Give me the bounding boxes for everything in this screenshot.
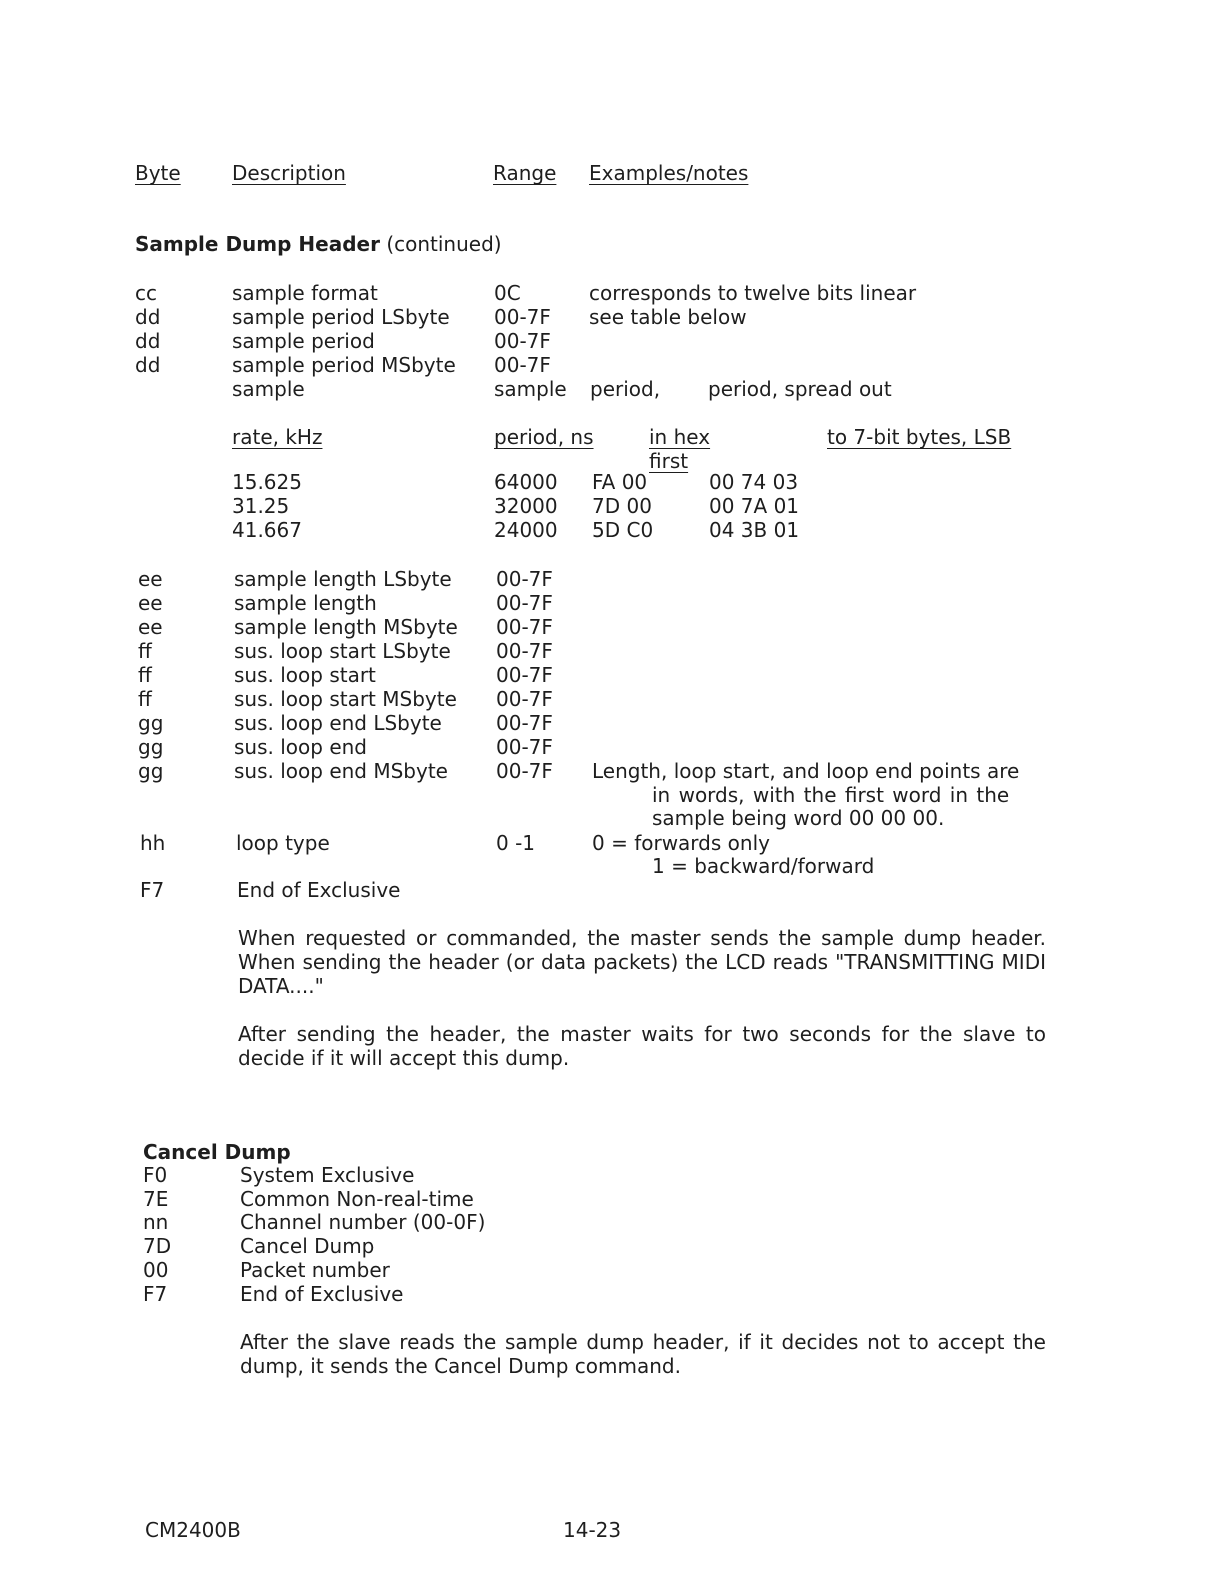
row-byte: cc bbox=[135, 281, 157, 305]
loop-type-note1: 0 = forwards only bbox=[592, 831, 770, 855]
paragraph-wait: After sending the header, the master waits for two seconds for the slave to decide if it will accept this dump. bbox=[238, 1022, 1046, 1070]
hex-cell: FA 00 bbox=[592, 470, 648, 494]
row-desc: sus. loop start MSbyte bbox=[234, 687, 457, 711]
row-desc: sample length MSbyte bbox=[234, 615, 458, 639]
row-desc: sus. loop end LSbyte bbox=[234, 711, 442, 735]
row-byte: ff bbox=[138, 639, 152, 663]
ns-cell: 32000 bbox=[494, 494, 558, 518]
row-byte: ee bbox=[138, 615, 163, 639]
header-examples: Examples/notes bbox=[589, 161, 749, 185]
row-desc: sus. loop start bbox=[234, 663, 376, 687]
loop-note-line3: sample being word 00 00 00. bbox=[652, 806, 945, 830]
cancel-code: 7D bbox=[143, 1234, 172, 1258]
row-range: 00-7F bbox=[494, 353, 551, 377]
row-desc: sample format bbox=[232, 281, 378, 305]
row-range: 00-7F bbox=[496, 663, 553, 687]
rate-cell: 41.667 bbox=[232, 518, 302, 542]
cancel-desc: System Exclusive bbox=[240, 1163, 415, 1187]
cancel-code: 7E bbox=[143, 1187, 169, 1211]
row-range: 00-7F bbox=[496, 735, 553, 759]
cancel-code: nn bbox=[143, 1210, 169, 1234]
loop-type-range: 0 -1 bbox=[496, 831, 536, 855]
row-byte: dd bbox=[135, 353, 161, 377]
header-description: Description bbox=[232, 161, 346, 185]
cancel-desc: Cancel Dump bbox=[240, 1234, 375, 1258]
row-note: see table below bbox=[589, 305, 747, 329]
cancel-desc: Channel number (00-0F) bbox=[240, 1210, 486, 1234]
rate-head2-c3: in hex bbox=[649, 425, 711, 449]
rate-head2-c1: rate, kHz bbox=[232, 425, 323, 449]
row-desc: sample period bbox=[232, 329, 375, 353]
row-range: 00-7F bbox=[496, 591, 553, 615]
row-range: 00-7F bbox=[494, 329, 551, 353]
cancel-dump-title: Cancel Dump bbox=[143, 1140, 291, 1164]
row-byte: ee bbox=[138, 591, 163, 615]
row-range: 00-7F bbox=[496, 711, 553, 735]
row-byte: ff bbox=[138, 687, 152, 711]
cancel-desc: Packet number bbox=[240, 1258, 390, 1282]
cancel-desc: Common Non-real-time bbox=[240, 1187, 474, 1211]
row-desc: sus. loop end MSbyte bbox=[234, 759, 448, 783]
loop-type-desc: loop type bbox=[236, 831, 330, 855]
rate-head1-c2: sample bbox=[494, 377, 567, 401]
loop-type-note2: 1 = backward/forward bbox=[652, 854, 875, 878]
section-title bbox=[135, 232, 502, 256]
row-desc: sample period MSbyte bbox=[232, 353, 456, 377]
row-byte: gg bbox=[138, 711, 164, 735]
paragraph-cancel: After the slave reads the sample dump header, if it decides not to accept the dump, it sends the Cancel Dump command. bbox=[240, 1330, 1046, 1378]
footer-page-number: 14-23 bbox=[563, 1518, 622, 1542]
hex-cell: 5D C0 bbox=[592, 518, 654, 542]
row-desc: sus. loop start LSbyte bbox=[234, 639, 451, 663]
rate-head2-c5: first bbox=[649, 449, 689, 473]
row-desc: sample length LSbyte bbox=[234, 567, 452, 591]
row-desc: sus. loop end bbox=[234, 735, 367, 759]
loop-note-line1: Length, loop start, and loop end points are bbox=[592, 759, 1020, 783]
row-range: 00-7F bbox=[496, 639, 553, 663]
ns-cell: 64000 bbox=[494, 470, 558, 494]
end-byte: F7 bbox=[140, 878, 165, 902]
footer-doc-id: CM2400B bbox=[145, 1518, 241, 1542]
cancel-code: F0 bbox=[143, 1163, 168, 1187]
row-range: 00-7F bbox=[496, 567, 553, 591]
row-byte: gg bbox=[138, 759, 164, 783]
row-byte: dd bbox=[135, 329, 161, 353]
row-range: 00-7F bbox=[496, 759, 553, 783]
row-byte: ee bbox=[138, 567, 163, 591]
rate-head1-c1: sample bbox=[232, 377, 305, 401]
row-range: 00-7F bbox=[494, 305, 551, 329]
bytes-cell: 04 3B 01 bbox=[709, 518, 800, 542]
row-byte: ff bbox=[138, 663, 152, 687]
row-range: 00-7F bbox=[496, 687, 553, 711]
rate-head1-c4: period, spread out bbox=[708, 377, 892, 401]
row-desc: sample period LSbyte bbox=[232, 305, 450, 329]
loop-type-byte: hh bbox=[140, 831, 166, 855]
section-title-rest: (continued) bbox=[386, 232, 502, 256]
row-range: 00-7F bbox=[496, 615, 553, 639]
bytes-cell: 00 7A 01 bbox=[709, 494, 800, 518]
row-desc: sample length bbox=[234, 591, 377, 615]
ns-cell: 24000 bbox=[494, 518, 558, 542]
row-byte: gg bbox=[138, 735, 164, 759]
cancel-desc: End of Exclusive bbox=[240, 1282, 404, 1306]
rate-head2-c4: to 7-bit bytes, LSB bbox=[827, 425, 1012, 449]
cancel-code: 00 bbox=[143, 1258, 169, 1282]
row-note: corresponds to twelve bits linear bbox=[589, 281, 917, 305]
row-range: 0C bbox=[494, 281, 521, 305]
cancel-code: F7 bbox=[143, 1282, 168, 1306]
rate-head1-c3: period, bbox=[590, 377, 661, 401]
header-byte: Byte bbox=[135, 161, 181, 185]
loop-note-line2: in words, with the first word in the bbox=[652, 783, 1010, 807]
bytes-cell: 00 74 03 bbox=[709, 470, 799, 494]
rate-head2-c2: period, ns bbox=[494, 425, 594, 449]
row-byte: dd bbox=[135, 305, 161, 329]
section-title-bold: Sample Dump Header bbox=[135, 232, 380, 256]
end-desc: End of Exclusive bbox=[237, 878, 401, 902]
rate-cell: 31.25 bbox=[232, 494, 290, 518]
rate-cell: 15.625 bbox=[232, 470, 302, 494]
header-range: Range bbox=[493, 161, 557, 185]
paragraph-header-transmit: When requested or commanded, the master sends the sample dump header. When sending the header (or data packets) the LCD reads "TRANSMITTING MIDI DATA...." bbox=[238, 926, 1046, 998]
hex-cell: 7D 00 bbox=[592, 494, 652, 518]
